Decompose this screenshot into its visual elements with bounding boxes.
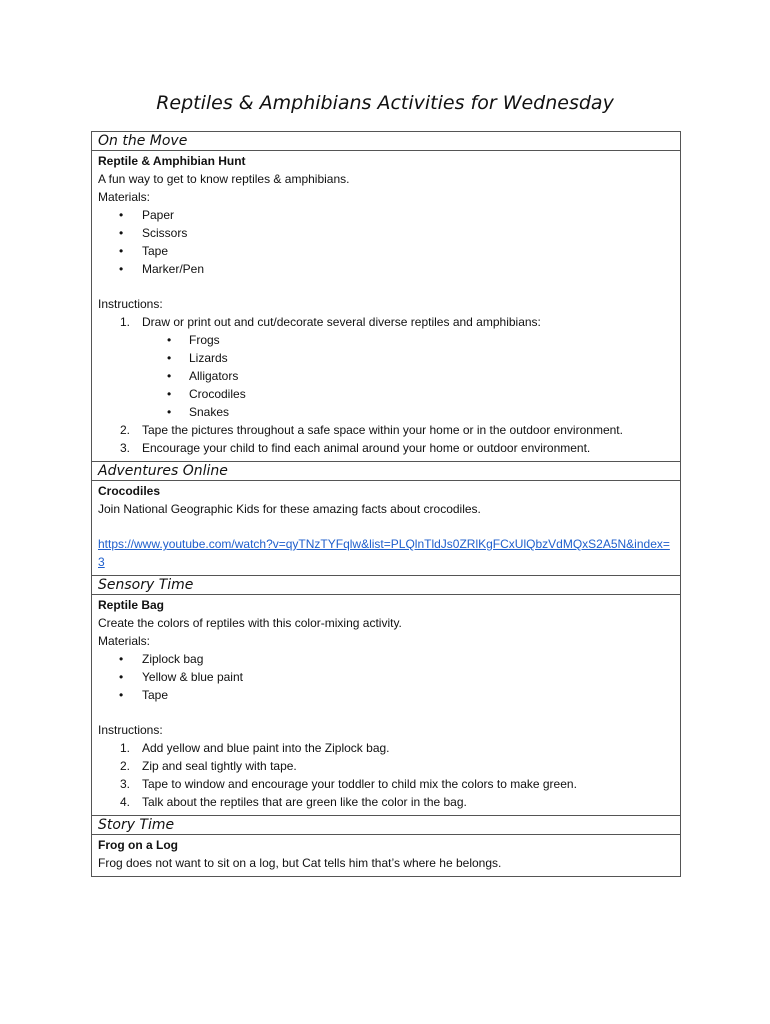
- activity-description: Create the colors of reptiles with this color-mixing activity.: [98, 616, 402, 630]
- list-item: • Ziplock bag: [98, 650, 674, 668]
- materials-list: [98, 206, 674, 278]
- activity-title: Frog on a Log: [98, 838, 178, 852]
- activity-title: Reptile & Amphibian Hunt: [98, 154, 246, 168]
- list-item: [98, 421, 674, 439]
- step-number: 2.: [120, 423, 131, 437]
- list-item: [98, 739, 674, 757]
- list-item: • Crocodiles: [98, 385, 674, 403]
- activity-title: Crocodiles: [98, 484, 161, 498]
- step-text: Encourage your child to find each animal around your home or outdoor environment.: [142, 441, 591, 455]
- list-item: • Yellow & blue paint: [98, 668, 674, 686]
- section-body-adventures-online: [92, 481, 680, 576]
- section-body-on-the-move: [92, 151, 680, 462]
- list-item: [98, 439, 674, 457]
- section-body-sensory-time: [92, 595, 680, 816]
- activity-description: A fun way to get to know reptiles & amphibians.: [98, 172, 350, 186]
- instructions-label: Instructions:: [98, 297, 163, 311]
- materials-label: Materials:: [98, 634, 151, 648]
- step-number: 1.: [120, 741, 131, 755]
- list-item: • Marker/Pen: [98, 260, 674, 278]
- step-number: 3.: [120, 441, 131, 455]
- section-header-on-the-move: On the Move: [92, 132, 680, 151]
- materials-label: Materials:: [98, 190, 151, 204]
- list-item: • Frogs: [98, 331, 674, 349]
- video-link[interactable]: https://www.youtube.com/watch?v=qyTNzTYFqlw&list=PLQlnTldJs0ZRlKgFCxUlQbzVdMQxS2A5N&index=3: [98, 537, 670, 569]
- step-number: 3.: [120, 777, 131, 791]
- instructions-list: [98, 739, 674, 811]
- section-body-story-time: [92, 835, 680, 877]
- list-item: • Paper: [98, 206, 674, 224]
- materials-list: [98, 650, 674, 704]
- activity-description: Frog does not want to sit on a log, but Cat tells him that’s where he belongs.: [98, 856, 502, 870]
- section-header-adventures-online: Adventures Online: [92, 462, 680, 481]
- list-item: [98, 793, 674, 811]
- list-item: • Snakes: [98, 403, 674, 421]
- step-text: Draw or print out and cut/decorate several diverse reptiles and amphibians:: [142, 315, 541, 329]
- instructions-label: Instructions:: [98, 723, 163, 737]
- step-text: Talk about the reptiles that are green like the color in the bag.: [142, 795, 467, 809]
- list-item: • Lizards: [98, 349, 674, 367]
- step-text: Add yellow and blue paint into the Ziplock bag.: [142, 741, 390, 755]
- activity-description: Join National Geographic Kids for these amazing facts about crocodiles.: [98, 502, 481, 516]
- instructions-list: [98, 313, 674, 457]
- step-text: Zip and seal tightly with tape.: [142, 759, 297, 773]
- list-item: • Alligators: [98, 367, 674, 385]
- list-item: • Tape: [98, 242, 674, 260]
- list-item: • Scissors: [98, 224, 674, 242]
- activities-table: [91, 131, 681, 877]
- step-text: Tape the pictures throughout a safe space within your home or in the outdoor environment.: [142, 423, 623, 437]
- section-header-story-time: Story Time: [92, 816, 680, 835]
- step-number: 4.: [120, 795, 131, 809]
- list-item: [98, 775, 674, 793]
- step-number: 2.: [120, 759, 131, 773]
- list-item: • Tape: [98, 686, 674, 704]
- section-header-sensory-time: Sensory Time: [92, 576, 680, 595]
- list-item: [98, 757, 674, 775]
- page-title: Reptiles & Amphibians Activities for Wednesday: [156, 92, 614, 114]
- activity-title: Reptile Bag: [98, 598, 165, 612]
- list-item: [98, 313, 674, 331]
- step-text: Tape to window and encourage your toddler to child mix the colors to make green.: [142, 777, 577, 791]
- step-number: 1.: [120, 315, 131, 329]
